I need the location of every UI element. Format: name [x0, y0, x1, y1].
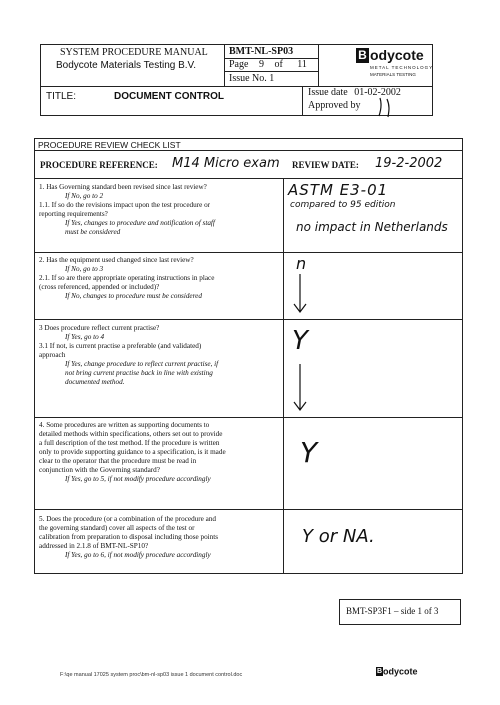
- doc-code: BMT-NL-SP03: [229, 46, 294, 57]
- company-name: Bodycote Materials Testing B.V.: [56, 60, 197, 71]
- answer-2-arrow: [290, 272, 310, 316]
- question-3: 3 Does procedure reflect current practise? If Yes, go to 4 3.1 If not, is current practise a preferable (and validated) approach If Yes, change procedure to reflect current practise, if not bring current practise back in line with existing documented method.: [39, 324, 219, 386]
- answer-2: n: [296, 254, 307, 273]
- logo-b-mark: B: [356, 48, 369, 63]
- answer-1-impact: no impact in Netherlands: [296, 220, 448, 234]
- question-5: 5. Does the procedure (or a combination of the procedure and the governing standard) cover all aspects of the test or calibration from preparation to disposal including those points addressed in 2.1.8 of BMT-NL-SP10? If Yes, go to 6, if not modify procedure accordingly: [39, 515, 219, 559]
- review-date-value: 19-2-2002: [375, 156, 443, 171]
- answer-3-arrow: [290, 362, 310, 414]
- bodycote-logo: B odycote METAL TECHNOLOGY MATERIALS TESTING: [356, 47, 436, 83]
- title-label: TITLE:: [46, 91, 77, 102]
- approval-signature: [372, 96, 402, 118]
- checklist-heading: PROCEDURE REVIEW CHECK LIST: [38, 140, 181, 150]
- answer-1-note: compared to 95 edition: [290, 200, 396, 210]
- form-reference: BMT-SP3F1 – side 1 of 3: [346, 606, 439, 616]
- procedure-reference-value: M14 Micro exam: [172, 156, 280, 171]
- title-value: DOCUMENT CONTROL: [114, 91, 224, 102]
- footer-logo: Bodycote: [376, 666, 418, 677]
- answer-4: Y: [300, 436, 318, 469]
- footer-logo-mark: B: [376, 667, 383, 675]
- question-4: 4. Some procedures are written as supporting documents to detailed methods within specifications, others set out to provide a full description of the test method. If the procedure is written only to provide supporting guidance to a specification, is it made clear to the operator that the procedure must be read in conjunction with the Governing standard? If Yes, go to 5, if not modify procedure accordingly: [39, 421, 226, 483]
- page-indicator: Page 9 of 11: [229, 59, 307, 70]
- issue-number: Issue No. 1: [229, 73, 275, 84]
- question-2: 2. Has the equipment used changed since last review? If No, go to 3 2.1. If so are there appropriate operating instructions in place (cross referenced, appended or included)? If No, changes to procedure must be considered: [39, 256, 215, 300]
- procedure-reference-label: PROCEDURE REFERENCE:: [40, 160, 158, 170]
- answer-3: Y: [292, 326, 308, 356]
- question-1: 1. Has Governing standard been revised since last review? If No, go to 2 1.1. If so do the revisions impact upon the test procedure or reporting requirements? If Yes, changes to procedure and notification of staff must be considered: [39, 183, 215, 236]
- footer-file-path: F:\qe manual 17025 system proc\bm-nl-sp03 issue 1 document control.doc: [60, 672, 243, 678]
- approved-by: Approved by: [308, 100, 361, 111]
- answer-5: Y or NA.: [302, 526, 375, 547]
- review-date-label: REVIEW DATE:: [292, 160, 359, 170]
- manual-title: SYSTEM PROCEDURE MANUAL: [60, 47, 208, 58]
- form-reference-box: [339, 599, 461, 625]
- answer-1-standard: ASTM E3-01: [288, 181, 389, 199]
- issue-date: Issue date 01-02-2002: [308, 87, 401, 98]
